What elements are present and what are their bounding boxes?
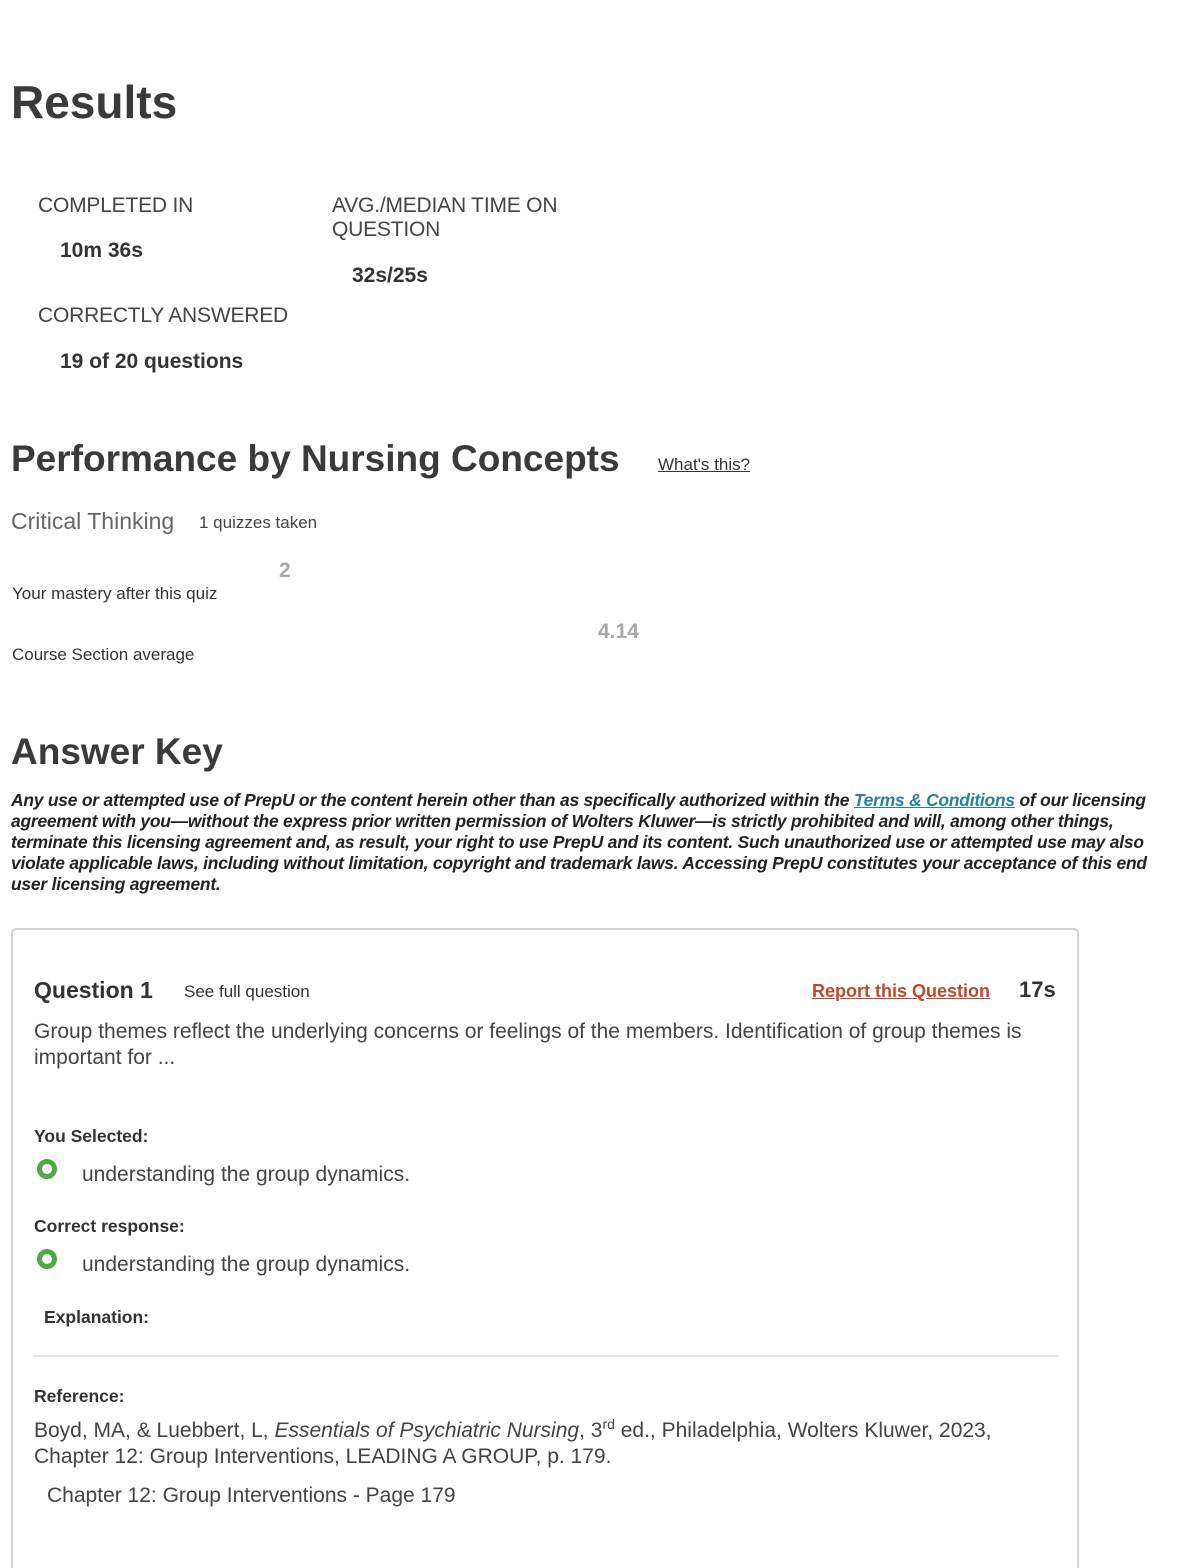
avg-median-label-line2: QUESTION bbox=[332, 218, 441, 241]
question-time: 17s bbox=[1019, 977, 1056, 1002]
avg-median-label-line1: AVG./MEDIAN TIME ON bbox=[332, 194, 558, 217]
correct-response-label: Correct response: bbox=[34, 1216, 185, 1236]
correctly-answered-value: 19 of 20 questions bbox=[60, 350, 244, 373]
disclaimer-text-after: of our licensing agreement with you—without the express prior written permission of Wolters Kluwer—is strictly prohibited and will, among other things, terminate this licensing agreement and, as result, your right to use PrepU and its content. Such unauthorized use or attempted use may also violate applicable laws, including without limitation, copyright and trademark laws. Accessing PrepU constitutes your acceptance of this end user licensing agreement. bbox=[11, 790, 1147, 894]
you-selected-label: You Selected: bbox=[34, 1126, 149, 1146]
terms-conditions-link[interactable]: Terms & Conditions bbox=[853, 790, 1015, 810]
avg-median-value: 32s/25s bbox=[352, 264, 428, 287]
selected-radio-icon bbox=[37, 1159, 57, 1179]
reference-edition-suffix: rd bbox=[602, 1416, 615, 1432]
answer-key-heading: Answer Key bbox=[11, 731, 223, 772]
quizzes-taken-count: 1 quizzes taken bbox=[199, 513, 318, 532]
mastery-value: 2 bbox=[279, 559, 291, 582]
reference-details: ed., Philadelphia, Wolters Kluwer, 2023, Chapter 12: Group Interventions, LEADING A GROUP, p. 179. bbox=[34, 1419, 992, 1468]
question-text: Group themes reflect the underlying concerns or feelings of the members. Identification of group themes is important for ... bbox=[34, 1020, 1022, 1069]
page-reference: Chapter 12: Group Interventions - Page 179 bbox=[47, 1484, 456, 1507]
performance-heading: Performance by Nursing Concepts bbox=[11, 438, 620, 479]
license-disclaimer bbox=[11, 790, 1176, 895]
reference-author: Boyd, MA, & Luebbert, L, bbox=[34, 1419, 275, 1442]
correct-radio-icon bbox=[37, 1249, 57, 1269]
reference-edition: , 3 bbox=[579, 1419, 603, 1442]
reference-label: Reference: bbox=[34, 1386, 125, 1406]
section-divider bbox=[33, 1355, 1059, 1357]
disclaimer-text-before: Any use or attempted use of PrepU or the content herein other than as specifically authorized within the bbox=[11, 790, 854, 810]
section-average-label: Course Section average bbox=[12, 645, 195, 664]
selected-answer-text: understanding the group dynamics. bbox=[82, 1163, 411, 1186]
correctly-answered-label: CORRECTLY ANSWERED bbox=[38, 304, 288, 327]
see-full-question-link[interactable]: See full question bbox=[184, 982, 310, 1001]
question-title: Question 1 bbox=[34, 977, 153, 1003]
correct-answer-text: understanding the group dynamics. bbox=[82, 1253, 411, 1276]
completed-in-label: COMPLETED IN bbox=[38, 194, 194, 217]
concept-name: Critical Thinking bbox=[11, 508, 175, 534]
results-heading: Results bbox=[11, 76, 178, 128]
report-question-link[interactable]: Report this Question bbox=[812, 981, 991, 1001]
reference-book-title: Essentials of Psychiatric Nursing bbox=[274, 1419, 580, 1442]
explanation-label: Explanation: bbox=[44, 1307, 150, 1327]
completed-in-value: 10m 36s bbox=[60, 239, 143, 262]
section-average-value: 4.14 bbox=[598, 620, 639, 643]
mastery-label: Your mastery after this quiz bbox=[12, 584, 218, 603]
reference-citation bbox=[34, 1418, 1064, 1470]
whats-this-link[interactable]: What's this? bbox=[658, 455, 751, 474]
